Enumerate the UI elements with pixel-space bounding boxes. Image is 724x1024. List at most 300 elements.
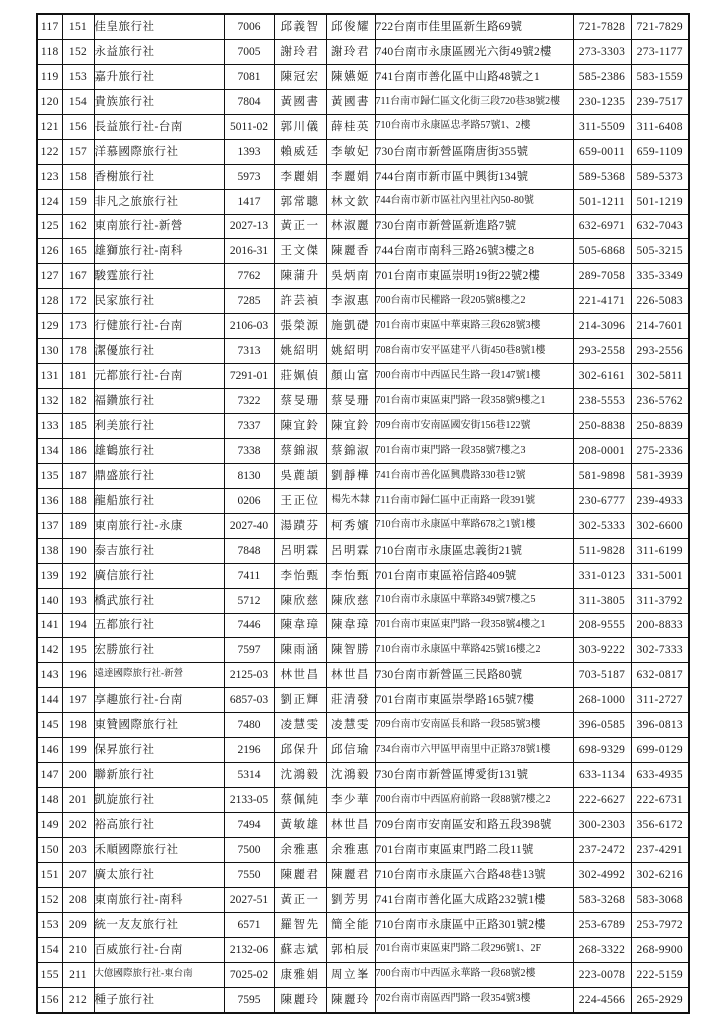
cell-code: 7550: [224, 862, 274, 887]
cell-address: 701台南市東區東門路一段358號9樓之1: [375, 389, 573, 414]
cell-mgr: 陳宜鈴: [326, 414, 375, 439]
cell-fax: 273-1177: [631, 39, 689, 64]
cell-agency: 東南旅行社-新營: [94, 214, 224, 239]
cell-rep: 吳蔍頡: [274, 463, 326, 488]
cell-no: 196: [62, 663, 94, 688]
cell-mgr: 謝玲君: [326, 39, 375, 64]
cell-address: 710台南市永康區中華路425號16樓之2: [375, 638, 573, 663]
cell-phone: 268-3322: [573, 937, 631, 962]
cell-fax: 581-3939: [631, 463, 689, 488]
cell-code: 7762: [224, 264, 274, 289]
cell-rep: 蘇志斌: [274, 937, 326, 962]
cell-fax: 589-5373: [631, 164, 689, 189]
cell-phone: 659-0011: [573, 139, 631, 164]
cell-code: 7804: [224, 89, 274, 114]
cell-address: 701台南市東區東門路一段358號4樓之1: [375, 613, 573, 638]
cell-no: 209: [62, 912, 94, 937]
cell-rep: 李麗娟: [274, 164, 326, 189]
cell-seq: 123: [37, 164, 62, 189]
table-row: [37, 389, 689, 414]
cell-agency: 廣太旅行社: [94, 862, 224, 887]
cell-mgr: 凌慧雯: [326, 713, 375, 738]
cell-fax: 253-7972: [631, 912, 689, 937]
table-row: [37, 813, 689, 838]
cell-phone: 273-3303: [573, 39, 631, 64]
cell-code: 2027-13: [224, 214, 274, 239]
cell-address: 701台南市東區崇學路165號7樓: [375, 688, 573, 713]
cell-mgr: 蔡錦淑: [326, 438, 375, 463]
cell-seq: 153: [37, 912, 62, 937]
cell-mgr: 李淑惠: [326, 289, 375, 314]
cell-phone: 289-7058: [573, 264, 631, 289]
cell-code: 7595: [224, 987, 274, 1012]
cell-fax: 356-6172: [631, 813, 689, 838]
cell-code: 6571: [224, 912, 274, 937]
cell-agency: 駿霆旅行社: [94, 264, 224, 289]
cell-code: 2027-51: [224, 887, 274, 912]
cell-fax: 505-3215: [631, 239, 689, 264]
cell-fax: 583-3068: [631, 887, 689, 912]
cell-rep: 陳韋璋: [274, 613, 326, 638]
cell-address: 700台南市中西區民生路一段147號1樓: [375, 364, 573, 389]
cell-agency: 香榭旅行社: [94, 164, 224, 189]
table-row: [37, 987, 689, 1012]
cell-phone: 583-3268: [573, 887, 631, 912]
cell-fax: 311-3792: [631, 588, 689, 613]
cell-agency: 利美旅行社: [94, 414, 224, 439]
cell-rep: 陳宜鈴: [274, 414, 326, 439]
cell-agency: 泰吉旅行社: [94, 538, 224, 563]
cell-rep: 陳蒲升: [274, 264, 326, 289]
cell-no: 211: [62, 962, 94, 987]
cell-seq: 150: [37, 837, 62, 862]
cell-mgr: 劉靜樺: [326, 463, 375, 488]
cell-code: 7500: [224, 837, 274, 862]
cell-address: 730台南市新營區三民路80號: [375, 663, 573, 688]
cell-mgr: 陳欣慈: [326, 588, 375, 613]
cell-fax: 236-5762: [631, 389, 689, 414]
cell-agency: 貴族旅行社: [94, 89, 224, 114]
cell-phone: 311-5509: [573, 114, 631, 139]
cell-fax: 250-8839: [631, 414, 689, 439]
cell-rep: 呂明霖: [274, 538, 326, 563]
cell-mgr: 郭柏辰: [326, 937, 375, 962]
cell-rep: 黃國書: [274, 89, 326, 114]
cell-agency: 東贊國際旅行社: [94, 713, 224, 738]
cell-mgr: 林世昌: [326, 663, 375, 688]
cell-fax: 335-3349: [631, 264, 689, 289]
cell-fax: 311-2727: [631, 688, 689, 713]
cell-no: 189: [62, 513, 94, 538]
cell-code: 8130: [224, 463, 274, 488]
cell-fax: 222-6731: [631, 788, 689, 813]
cell-code: 2125-03: [224, 663, 274, 688]
cell-address: 710台南市永康區六合路48巷13號: [375, 862, 573, 887]
cell-agency: 百威旅行社-台南: [94, 937, 224, 962]
table-row: [37, 738, 689, 763]
cell-fax: 331-5001: [631, 563, 689, 588]
cell-fax: 265-2929: [631, 987, 689, 1012]
cell-mgr: 陳麗香: [326, 239, 375, 264]
cell-mgr: 邱信瑜: [326, 738, 375, 763]
table-row: [37, 613, 689, 638]
table-row: [37, 837, 689, 862]
cell-no: 194: [62, 613, 94, 638]
table-row: [37, 438, 689, 463]
cell-agency: 宏勝旅行社: [94, 638, 224, 663]
table-row: [37, 688, 689, 713]
cell-seq: 120: [37, 89, 62, 114]
cell-seq: 132: [37, 389, 62, 414]
table-row: [37, 14, 689, 39]
cell-phone: 208-0001: [573, 438, 631, 463]
cell-phone: 224-4566: [573, 987, 631, 1012]
cell-agency: 長益旅行社-台南: [94, 114, 224, 139]
cell-address: 710台南市永康區中華路349號7樓之5: [375, 588, 573, 613]
cell-no: 165: [62, 239, 94, 264]
cell-fax: 721-7829: [631, 14, 689, 39]
cell-fax: 633-4935: [631, 763, 689, 788]
table-row: [37, 513, 689, 538]
table-row: [37, 264, 689, 289]
cell-rep: 余雅惠: [274, 837, 326, 862]
cell-phone: 311-3805: [573, 588, 631, 613]
cell-address: 709台南市安南區安和路五段398號: [375, 813, 573, 838]
cell-fax: 268-9900: [631, 937, 689, 962]
cell-seq: 119: [37, 64, 62, 89]
cell-address: 744台南市新市區中興街134號: [375, 164, 573, 189]
cell-address: 701台南市東區崇明19街22號2樓: [375, 264, 573, 289]
table-row: [37, 887, 689, 912]
cell-no: 208: [62, 887, 94, 912]
cell-code: 7446: [224, 613, 274, 638]
table-row: [37, 189, 689, 214]
cell-phone: 250-8838: [573, 414, 631, 439]
cell-no: 158: [62, 164, 94, 189]
cell-agency: 裕高旅行社: [94, 813, 224, 838]
cell-seq: 156: [37, 987, 62, 1012]
cell-seq: 121: [37, 114, 62, 139]
cell-rep: 邱保升: [274, 738, 326, 763]
cell-no: 159: [62, 189, 94, 214]
cell-address: 741台南市善化區大成路232號1樓: [375, 887, 573, 912]
cell-code: 2196: [224, 738, 274, 763]
cell-phone: 703-5187: [573, 663, 631, 688]
table-row: [37, 139, 689, 164]
cell-phone: 237-2472: [573, 837, 631, 862]
cell-mgr: 陳嬿姬: [326, 64, 375, 89]
cell-code: 2027-40: [224, 513, 274, 538]
cell-seq: 138: [37, 538, 62, 563]
cell-address: 708台南市安平區建平八街450巷8號1樓: [375, 339, 573, 364]
cell-rep: 王文傑: [274, 239, 326, 264]
cell-no: 156: [62, 114, 94, 139]
table-row: [37, 538, 689, 563]
table-row: [37, 364, 689, 389]
cell-code: 5973: [224, 164, 274, 189]
cell-phone: 721-7828: [573, 14, 631, 39]
cell-phone: 698-9329: [573, 738, 631, 763]
cell-rep: 許芸禎: [274, 289, 326, 314]
cell-seq: 134: [37, 438, 62, 463]
table-row: [37, 862, 689, 887]
cell-seq: 142: [37, 638, 62, 663]
cell-no: 162: [62, 214, 94, 239]
cell-seq: 147: [37, 763, 62, 788]
cell-seq: 124: [37, 189, 62, 214]
table-row: [37, 563, 689, 588]
cell-agency: 嘉升旅行社: [94, 64, 224, 89]
cell-address: 701台南市東區中華東路三段628號3樓: [375, 314, 573, 339]
cell-rep: 沈鴻毅: [274, 763, 326, 788]
cell-seq: 139: [37, 563, 62, 588]
cell-fax: 699-0129: [631, 738, 689, 763]
cell-mgr: 黃國書: [326, 89, 375, 114]
cell-mgr: 李敏妃: [326, 139, 375, 164]
cell-no: 207: [62, 862, 94, 887]
cell-phone: 208-9555: [573, 613, 631, 638]
cell-address: 701台南市東門路一段358號7樓之3: [375, 438, 573, 463]
cell-rep: 郭常聰: [274, 189, 326, 214]
cell-seq: 129: [37, 314, 62, 339]
cell-mgr: 沈鴻毅: [326, 763, 375, 788]
cell-rep: 莊姵偵: [274, 364, 326, 389]
cell-seq: 136: [37, 488, 62, 513]
cell-seq: 117: [37, 14, 62, 39]
cell-seq: 131: [37, 364, 62, 389]
cell-rep: 黃正一: [274, 887, 326, 912]
cell-no: 152: [62, 39, 94, 64]
table-row: [37, 788, 689, 813]
cell-no: 154: [62, 89, 94, 114]
cell-code: 7313: [224, 339, 274, 364]
cell-no: 153: [62, 64, 94, 89]
cell-address: 701台南市東區裕信路409號: [375, 563, 573, 588]
cell-mgr: 劉芳男: [326, 887, 375, 912]
cell-no: 193: [62, 588, 94, 613]
cell-address: 710台南市永康區忠義街21號: [375, 538, 573, 563]
cell-no: 173: [62, 314, 94, 339]
cell-fax: 200-8833: [631, 613, 689, 638]
cell-phone: 303-9222: [573, 638, 631, 663]
cell-agency: 非凡之旅旅行社: [94, 189, 224, 214]
cell-fax: 302-6216: [631, 862, 689, 887]
cell-agency: 橋武旅行社: [94, 588, 224, 613]
cell-no: 192: [62, 563, 94, 588]
cell-seq: 137: [37, 513, 62, 538]
cell-fax: 239-4933: [631, 488, 689, 513]
cell-address: 701台南市東區東門路二段296號1、2F: [375, 937, 573, 962]
cell-agency: 聯新旅行社: [94, 763, 224, 788]
cell-mgr: 陳麗玲: [326, 987, 375, 1012]
cell-address: 740台南市永康區國光六街49號2樓: [375, 39, 573, 64]
cell-fax: 275-2336: [631, 438, 689, 463]
cell-no: 167: [62, 264, 94, 289]
cell-mgr: 李怡甄: [326, 563, 375, 588]
cell-mgr: 蔡旻珊: [326, 389, 375, 414]
cell-address: 744台南市新市區社內里社內50-80號: [375, 189, 573, 214]
cell-address: 711台南市歸仁區中正南路一段391號: [375, 488, 573, 513]
agency-table-body: [37, 14, 689, 1013]
cell-seq: 151: [37, 862, 62, 887]
cell-rep: 羅智先: [274, 912, 326, 937]
table-row: [37, 239, 689, 264]
cell-mgr: 簡全能: [326, 912, 375, 937]
cell-rep: 陳麗君: [274, 862, 326, 887]
cell-address: 734台南市六甲區甲南里中正路378號1樓: [375, 738, 573, 763]
cell-phone: 293-2558: [573, 339, 631, 364]
cell-agency: 雄鶴旅行社: [94, 438, 224, 463]
cell-phone: 302-5333: [573, 513, 631, 538]
cell-mgr: 周立峯: [326, 962, 375, 987]
cell-rep: 王正位: [274, 488, 326, 513]
cell-phone: 396-0585: [573, 713, 631, 738]
table-row: [37, 588, 689, 613]
cell-phone: 511-9828: [573, 538, 631, 563]
cell-code: 6857-03: [224, 688, 274, 713]
cell-mgr: 林淑麗: [326, 214, 375, 239]
cell-seq: 130: [37, 339, 62, 364]
cell-no: 190: [62, 538, 94, 563]
cell-seq: 155: [37, 962, 62, 987]
cell-seq: 125: [37, 214, 62, 239]
cell-no: 151: [62, 14, 94, 39]
cell-mgr: 余雅惠: [326, 837, 375, 862]
cell-address: 730台南市新營區隋唐街355號: [375, 139, 573, 164]
cell-mgr: 呂明霖: [326, 538, 375, 563]
cell-code: 7005: [224, 39, 274, 64]
table-row: [37, 912, 689, 937]
cell-mgr: 柯秀嬪: [326, 513, 375, 538]
cell-phone: 238-5553: [573, 389, 631, 414]
cell-no: 181: [62, 364, 94, 389]
cell-no: 182: [62, 389, 94, 414]
cell-agency: 種子旅行社: [94, 987, 224, 1012]
cell-phone: 501-1211: [573, 189, 631, 214]
cell-address: 730台南市新營區博愛街131號: [375, 763, 573, 788]
cell-seq: 144: [37, 688, 62, 713]
cell-mgr: 楊先木隸: [326, 488, 375, 513]
cell-mgr: 莊清發: [326, 688, 375, 713]
cell-no: 200: [62, 763, 94, 788]
cell-code: 0206: [224, 488, 274, 513]
cell-seq: 146: [37, 738, 62, 763]
cell-mgr: 陳智勝: [326, 638, 375, 663]
cell-seq: 152: [37, 887, 62, 912]
cell-seq: 118: [37, 39, 62, 64]
cell-phone: 302-6161: [573, 364, 631, 389]
cell-mgr: 林世昌: [326, 813, 375, 838]
cell-agency: 民家旅行社: [94, 289, 224, 314]
cell-fax: 659-1109: [631, 139, 689, 164]
cell-fax: 302-6600: [631, 513, 689, 538]
cell-code: 5712: [224, 588, 274, 613]
cell-code: 2106-03: [224, 314, 274, 339]
cell-seq: 135: [37, 463, 62, 488]
table-row: [37, 463, 689, 488]
cell-phone: 585-2386: [573, 64, 631, 89]
cell-no: 212: [62, 987, 94, 1012]
cell-agency: 享趣旅行社-台南: [94, 688, 224, 713]
cell-agency: 廣信旅行社: [94, 563, 224, 588]
cell-code: 5011-02: [224, 114, 274, 139]
cell-fax: 583-1559: [631, 64, 689, 89]
cell-rep: 陳麗玲: [274, 987, 326, 1012]
cell-no: 172: [62, 289, 94, 314]
cell-mgr: 陳韋璋: [326, 613, 375, 638]
cell-rep: 湯蹟芬: [274, 513, 326, 538]
cell-rep: 謝玲君: [274, 39, 326, 64]
cell-code: 1393: [224, 139, 274, 164]
cell-agency: 龍船旅行社: [94, 488, 224, 513]
cell-agency: 洋慕國際旅行社: [94, 139, 224, 164]
cell-rep: 郭川儀: [274, 114, 326, 139]
cell-agency: 永益旅行社: [94, 39, 224, 64]
table-row: [37, 89, 689, 114]
cell-no: 178: [62, 339, 94, 364]
cell-fax: 222-5159: [631, 962, 689, 987]
table-row: [37, 763, 689, 788]
cell-address: 709台南市安南區國安街156巷122號: [375, 414, 573, 439]
table-row: [37, 39, 689, 64]
table-row: [37, 214, 689, 239]
table-row: [37, 339, 689, 364]
cell-rep: 黃敏雄: [274, 813, 326, 838]
cell-agency: 東南旅行社-永康: [94, 513, 224, 538]
cell-mgr: 李麗娟: [326, 164, 375, 189]
cell-code: 7337: [224, 414, 274, 439]
cell-code: 2016-31: [224, 239, 274, 264]
table-row: [37, 414, 689, 439]
cell-code: 7291-01: [224, 364, 274, 389]
cell-no: 202: [62, 813, 94, 838]
cell-mgr: 林文欽: [326, 189, 375, 214]
table-row: [37, 64, 689, 89]
cell-rep: 陳欣慈: [274, 588, 326, 613]
cell-agency: 佳皇旅行社: [94, 14, 224, 39]
cell-agency: 鼎盛旅行社: [94, 463, 224, 488]
table-row: [37, 937, 689, 962]
cell-rep: 康雅娟: [274, 962, 326, 987]
cell-rep: 陳冠宏: [274, 64, 326, 89]
cell-fax: 237-4291: [631, 837, 689, 862]
cell-agency: 遠達國際旅行社-新營: [94, 663, 224, 688]
cell-rep: 姚紹明: [274, 339, 326, 364]
cell-agency: 行健旅行社-台南: [94, 314, 224, 339]
table-row: [37, 314, 689, 339]
cell-rep: 黃正一: [274, 214, 326, 239]
cell-address: 700台南市中西區永華路一段68號2樓: [375, 962, 573, 987]
cell-phone: 268-1000: [573, 688, 631, 713]
cell-phone: 581-9898: [573, 463, 631, 488]
cell-address: 744台南市南科三路26號3樓之8: [375, 239, 573, 264]
cell-fax: 302-5811: [631, 364, 689, 389]
cell-rep: 李怡甄: [274, 563, 326, 588]
cell-no: 195: [62, 638, 94, 663]
table-row: [37, 638, 689, 663]
cell-mgr: 施凱礎: [326, 314, 375, 339]
cell-code: 1417: [224, 189, 274, 214]
cell-code: 5314: [224, 763, 274, 788]
cell-address: 710台南市永康區中華路678之1號1樓: [375, 513, 573, 538]
cell-phone: 633-1134: [573, 763, 631, 788]
cell-fax: 311-6408: [631, 114, 689, 139]
cell-code: 7338: [224, 438, 274, 463]
cell-agency: 保昇旅行社: [94, 738, 224, 763]
cell-agency: 禾順國際旅行社: [94, 837, 224, 862]
table-row: [37, 164, 689, 189]
cell-fax: 501-1219: [631, 189, 689, 214]
